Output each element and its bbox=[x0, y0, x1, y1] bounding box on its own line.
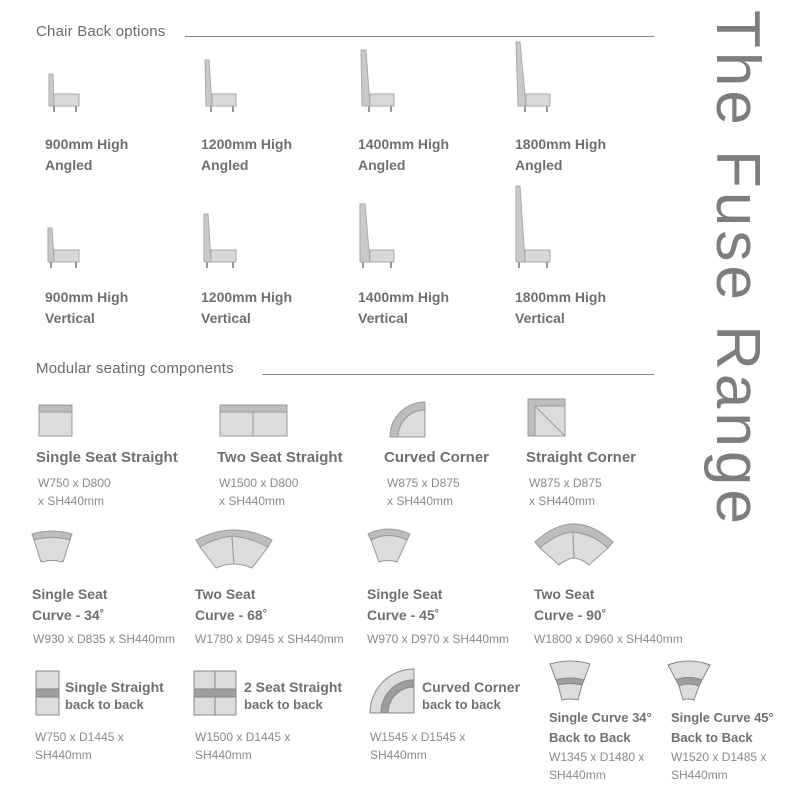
chair-label: 1400mm High Angled bbox=[358, 136, 450, 173]
component-name: Single Curve 34° Back to Back bbox=[549, 710, 652, 745]
straight-corner-icon bbox=[527, 398, 567, 438]
component-name: Single Seat Curve - 45˚ bbox=[367, 586, 443, 623]
chair-label: 1800mm High Vertical bbox=[515, 289, 607, 326]
single-curve-45-b2b-icon bbox=[666, 660, 712, 706]
chair-1200-vertical-icon bbox=[200, 212, 240, 272]
chair-1400-vertical-icon bbox=[356, 202, 400, 272]
component-dims: W1545 x D1545 x SH440mm bbox=[370, 730, 466, 762]
component-dims: W1780 x D945 x SH440mm bbox=[195, 632, 344, 646]
modular-section-rule bbox=[262, 374, 654, 375]
component-dims: W970 x D970 x SH440mm bbox=[367, 632, 510, 646]
chair-section-rule bbox=[185, 36, 654, 37]
curved-corner-icon bbox=[388, 400, 428, 440]
chair-label: 900mm High Angled bbox=[45, 136, 129, 173]
single-curve-34-icon bbox=[30, 528, 74, 568]
component-name: Straight Corner bbox=[526, 449, 637, 466]
chair-label: 1800mm High Angled bbox=[515, 136, 607, 173]
component-name: Curved Corner back to back bbox=[422, 679, 521, 712]
component-dims: W875 x D875 x SH440mm bbox=[387, 476, 460, 508]
single-straight-b2b-icon bbox=[35, 670, 61, 718]
component-dims: W750 x D800 x SH440mm bbox=[38, 476, 111, 508]
chair-section-title: Chair Back options bbox=[36, 23, 166, 40]
chair-1200-angled-icon bbox=[200, 58, 240, 120]
two-seat-straight-icon bbox=[219, 404, 289, 438]
component-name: Two Seat Curve - 90˚ bbox=[534, 586, 607, 623]
two-seat-curve-90-icon bbox=[533, 520, 615, 572]
component-dims: W1520 x D1485 x SH440mm bbox=[671, 750, 767, 782]
chair-label: 1200mm High Angled bbox=[201, 136, 293, 173]
modular-section-title: Modular seating components bbox=[36, 360, 234, 377]
chair-label: 1200mm High Vertical bbox=[201, 289, 293, 326]
chair-1400-angled-icon bbox=[356, 48, 400, 120]
component-name: 2 Seat Straight back to back bbox=[244, 679, 343, 712]
chair-900-angled-icon bbox=[44, 70, 84, 120]
chair-label: 1400mm High Vertical bbox=[358, 289, 450, 326]
component-dims: W1800 x D960 x SH440mm bbox=[534, 632, 683, 646]
range-title: The Fuse Range bbox=[703, 10, 772, 528]
component-name: Two Seat Curve - 68˚ bbox=[195, 586, 268, 623]
single-curve-34-b2b-icon bbox=[548, 660, 594, 706]
component-dims: W930 x D835 x SH440mm bbox=[33, 632, 176, 646]
component-name: Single Seat Straight bbox=[36, 449, 178, 466]
component-dims: W1500 x D1445 x SH440mm bbox=[195, 730, 291, 762]
component-dims: W875 x D875 x SH440mm bbox=[529, 476, 602, 508]
chair-1800-vertical-icon bbox=[512, 184, 556, 272]
component-name: Two Seat Straight bbox=[217, 449, 343, 466]
chair-900-vertical-icon bbox=[44, 226, 84, 272]
chair-1800-angled-icon bbox=[512, 40, 556, 120]
component-name: Curved Corner bbox=[384, 449, 490, 466]
two-seat-straight-b2b-icon bbox=[193, 670, 239, 718]
chair-label: 900mm High Vertical bbox=[45, 289, 129, 326]
curved-corner-b2b-icon bbox=[368, 668, 418, 716]
single-seat-straight-icon bbox=[38, 404, 74, 438]
component-dims: W1500 x D800 x SH440mm bbox=[219, 476, 299, 508]
component-name: Single Seat Curve - 34˚ bbox=[32, 586, 108, 623]
component-name: Single Straight back to back bbox=[65, 679, 164, 712]
single-curve-45-icon bbox=[366, 526, 412, 566]
component-name: Single Curve 45° Back to Back bbox=[671, 710, 774, 745]
two-seat-curve-68-icon bbox=[194, 526, 274, 570]
component-dims: W1345 x D1480 x SH440mm bbox=[549, 750, 645, 782]
component-dims: W750 x D1445 x SH440mm bbox=[35, 730, 124, 762]
